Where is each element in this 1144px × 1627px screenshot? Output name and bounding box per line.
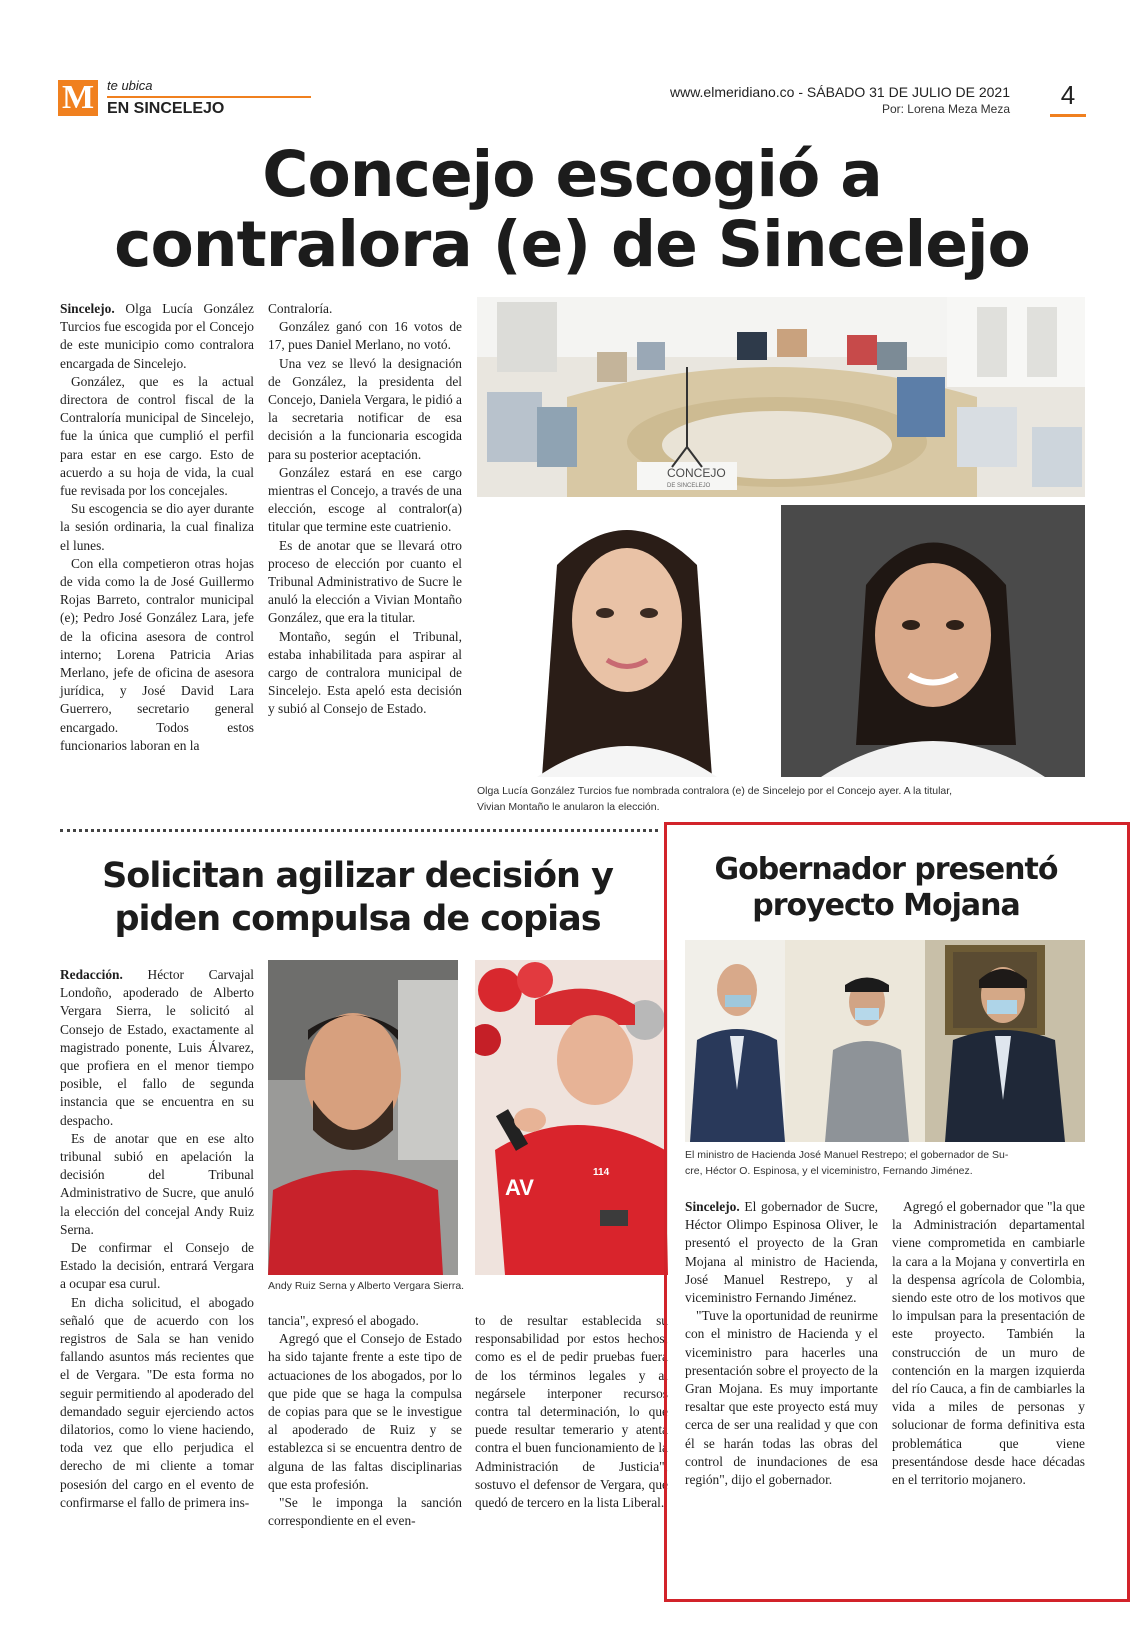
story1-caption-line2: Vivian Montaño le anularon la elección. xyxy=(477,801,660,813)
story3-paragraph: "Tuve la oportunidad de reunirme con el ministro de Hacienda y el viceministro para hacerles una presentación sobre el proyecto de la Gran Mojana. Es muy importante resaltar que este proyecto está muy cerca de ser una realidad y que con él se harán todas las obras del control de inundaciones de esa región", dijo el gobernador. xyxy=(685,1308,878,1488)
story3-column-1 xyxy=(685,1198,878,1489)
story1-paragraph: Contraloría. xyxy=(268,301,333,316)
council-sign-line1: CONCEJO xyxy=(667,466,726,480)
story3-photo-caption xyxy=(685,1147,1085,1179)
story3-paragraph: Agregó el gobernador que "la que la Administración departamental viene comprometida en cambiarle la cara a la Mojana y convertirla en la despensa agrícola de Colombia, siendo este otro de los motivos que lo impulsan para la presentación de este proyecto. También la construcción de un muro de contención en la margen izquierda del río Cauca, a fin de cambiarles la vida a miles de personas y solucionar de forma definitiva esta problemática que viene presentándose desde hace décadas en el territorio mojanero. xyxy=(892,1199,1085,1488)
story1-paragraph: Con ella competieron otras hojas de vida como la de José Guillermo Rojas Barreto, contralor municipal (e); Pedro José González Lara, jefe de la oficina asesora de control interno; Lorena Patricia Arias Merlano, jefe de oficina de asesora jurídica, y José David Lara Guerrero, secretario general encargado. Todos estos funcionarios laboran en la xyxy=(60,555,254,753)
page-dateline: www.elmeridiano.co - SÁBADO 31 DE JULIO DE 2021 xyxy=(669,84,1010,100)
story1-paragraph: González ganó con 16 votos de 17, pues Daniel Merlano, no votó. xyxy=(268,319,462,353)
story1-column-2 xyxy=(268,300,462,719)
story3-paragraph: Sincelejo. El gobernador de Sucre, Héctor Olimpo Espinosa Oliver, le presentó el proyecto de la Gran Mojana al ministro de Hacienda, José Manuel Restrepo, y al viceministro Fernando Jiménez. xyxy=(685,1199,878,1306)
story1-paragraph: Sincelejo. Olga Lucía González Turcios fue escogida por el Concejo de este municipio como contralora encargada de Sincelejo. xyxy=(60,301,254,371)
campaign-badge: 114 xyxy=(593,1167,610,1178)
story2-column-2 xyxy=(268,1312,462,1530)
section-kicker: te ubica xyxy=(107,78,153,93)
story1-paragraph: Es de anotar que se llevará otro proceso de elección por cuanto el Tribunal Administrativo de Sucre le anuló la elección a Vivian Montaño González, que era la titular. xyxy=(268,537,462,626)
story1-paragraph: Una vez se llevó la designación de González, la presidenta del Concejo, Daniela Vergara, le pidió a la secretaria notificar de esa decisión a la funcionaria escogida para su posterior aceptación. xyxy=(268,355,462,462)
story3-column-2 xyxy=(892,1198,1085,1489)
page-number: 4 xyxy=(1060,80,1076,110)
photo-alberto-vergara xyxy=(475,960,668,1275)
story2-headline-line1: Solicitan agilizar decisión y xyxy=(102,856,613,896)
story3-dateline: Sincelejo. xyxy=(685,1199,740,1214)
story3-headline-line2: proyecto Mojana xyxy=(752,888,1020,923)
council-session-photo xyxy=(477,297,1085,497)
newspaper-logo: M xyxy=(58,80,98,116)
mojana-meeting-photo xyxy=(685,940,1085,1142)
section-divider xyxy=(60,829,658,832)
campaign-logo: AV xyxy=(505,1175,534,1200)
story1-paragraph: Montaño, según el Tribunal, estaba inhabilitada para aspirar al cargo de contralora municipal de Sincelejo. Esta apeló esta decisión y subió al Consejo de Estado. xyxy=(268,628,462,717)
story2-paragraph: to de resultar establecida su responsabilidad por estos hechos, como es el de pedir pruebas fuera de los términos legales y al negársele interponer recursos contra tal determinación, lo que puede resultar temerario y atenta contra el buen funcionamiento de la Administración de Justicia", sostuvo el defensor de Vergara, que quedó de tercero en la lista Liberal. xyxy=(475,1313,668,1511)
story2-column-3 xyxy=(475,1312,668,1512)
story3-headline xyxy=(676,852,1096,924)
story1-caption-line1: Olga Lucía González Turcios fue nombrada contralora (e) de Sincelejo por el Concejo ayer. A la titular, xyxy=(477,785,953,797)
story3-caption-line2: cre, Héctor O. Espinosa, y el viceministro, Fernando Jiménez. xyxy=(685,1165,973,1177)
story2-headline-line2: piden compulsa de copias xyxy=(114,899,601,939)
council-sign-line2: DE SINCELEJO xyxy=(667,483,711,489)
story2-paragraph: "Se le imponga la sanción correspondiente en el even- xyxy=(268,1495,462,1529)
story2-paragraph: tancia", expresó el abogado. xyxy=(268,1313,419,1328)
story1-photo-caption xyxy=(477,783,1087,815)
story2-paragraph: Redacción. Héctor Carvajal Londoño, apoderado de Alberto Vergara Sierra, le solicitó al Consejo de Estado, exactamente al magistrado ponente, Luis Álvarez, que profiera en el menor tiempo posible, el fallo de segunda instancia que se encuentra en su despacho. xyxy=(60,967,254,1128)
story3-headline-line1: Gobernador presentó xyxy=(714,852,1058,887)
story2-paragraph: Agregó que el Consejo de Estado ha sido tajante frente a este tipo de actuaciones de los abogados, por lo que pide que se haga la compulsa de copias para que se le investigue al apoderado de Ruiz y se establezca si se encuentra dentro de alguna de las faltas disciplinarias que esta profesión. xyxy=(268,1331,462,1492)
section-name: EN SINCELEJO xyxy=(107,100,225,117)
story1-column-1 xyxy=(60,300,254,755)
portrait-olga-gonzalez xyxy=(477,505,774,777)
story2-paragraph: En dicha solicitud, el abogado señaló que de acuerdo con los registros de Sala se han venido fallando asuntos más recientes que el de Vergara. "De esta forma no seguir permitiendo al apoderado del demandado seguir ejerciendo actos dilatorios, como lo viene haciendo, toda vez que ello perjudica el derecho de mi cliente a tomar posesión del cargo en el evento de confirmarse el fallo de primera ins- xyxy=(60,1294,254,1510)
portrait-vivian-montano xyxy=(781,505,1085,777)
page-number-rule xyxy=(1050,114,1086,117)
story1-paragraph: Su escogencia se dio ayer durante la sesión ordinaria, la cual finaliza el lunes. xyxy=(60,501,254,553)
story1-paragraph: González estará en ese cargo mientras el Concejo, a través de una elección, escoge al contralor(a) titular que termine este cuatrienio. xyxy=(268,464,462,535)
story1-headline-line1: Concejo escogió a xyxy=(262,138,882,211)
page-byline: Por: Lorena Meza Meza xyxy=(881,102,1010,116)
story2-dateline: Redacción. xyxy=(60,967,123,982)
story2-column-1 xyxy=(60,966,254,1512)
story3-caption-line1: El ministro de Hacienda José Manuel Restrepo; el gobernador de Su- xyxy=(685,1149,1009,1161)
story2-headline xyxy=(55,855,660,941)
story1-headline-line2: contralora (e) de Sincelejo xyxy=(114,208,1030,281)
story2-photo-caption: Andy Ruiz Serna y Alberto Vergara Sierra. xyxy=(268,1280,465,1292)
photo-andy-ruiz xyxy=(268,960,458,1275)
story2-paragraph: Es de anotar que en ese alto tribunal subió en apelación la decisión del Tribunal Administrativo de Sucre, que anuló la elección del concejal Andy Ruiz Serna. xyxy=(60,1130,254,1237)
story1-headline xyxy=(40,140,1104,280)
story1-paragraph: González, que es la actual directora de control fiscal de la Contraloría municipal de Sincelejo, fue la única que cumplió el perfil para estar en ese cargo. Esto de acuerdo a su hoja de vida, la cual fue revisada por los concejales. xyxy=(60,373,254,499)
kicker-rule xyxy=(107,96,311,98)
story1-dateline: Sincelejo. xyxy=(60,301,115,316)
story2-paragraph: De confirmar el Consejo de Estado la decisión, entrará Vergara a ocupar esa curul. xyxy=(60,1240,254,1292)
